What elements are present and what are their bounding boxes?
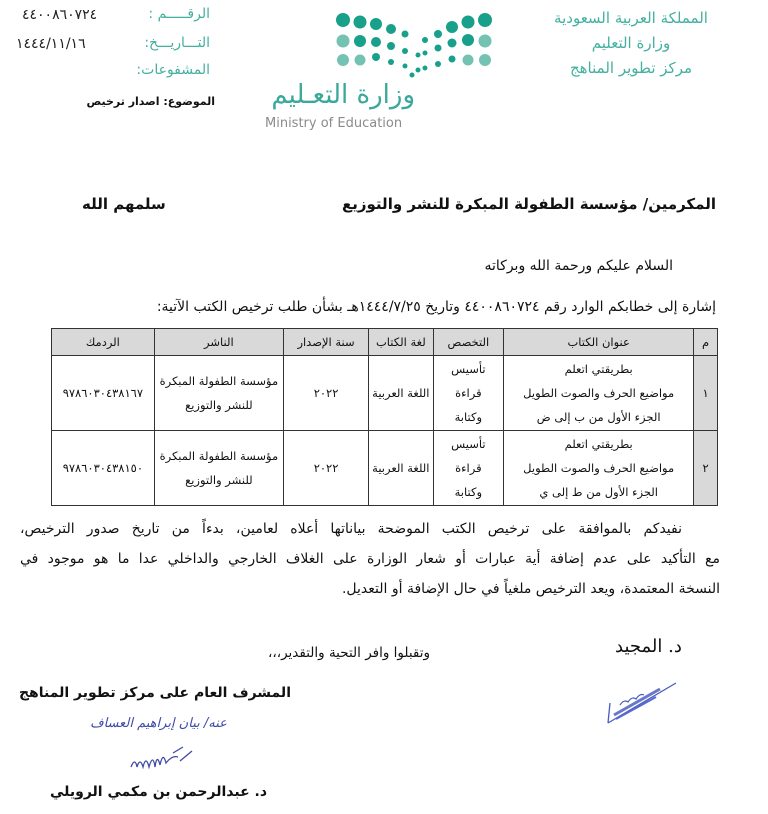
row-title (504, 356, 694, 431)
row-num: ٢ (694, 431, 718, 506)
publisher-line: للنشر والتوزيع (185, 473, 253, 487)
addressee-line (342, 195, 716, 213)
row-specialty (433, 431, 504, 506)
header-isbn: الردمك (52, 329, 155, 356)
header-title: عنوان الكتاب (504, 329, 694, 356)
publisher-line: للنشر والتوزيع (185, 398, 253, 412)
logo-arabic-text: وزارة التعـليم (271, 80, 415, 110)
publisher-line: مؤسسة الطفولة المبكرة (159, 374, 279, 388)
row-title (504, 431, 694, 506)
date-value: ١٤٤٤/١١/١٦ (16, 36, 86, 52)
table-row (52, 356, 718, 431)
closing-line: وتقبلوا وافر التحية والتقدير،،، (268, 645, 431, 661)
row-num: ١ (694, 356, 718, 431)
table-row (52, 431, 718, 506)
body-line: مع التأكيد على عدم إضافة أية عبارات أو شعار الوزارة على الغلاف الخارجي والداخلي عدا ما هو موجود في (20, 551, 720, 567)
body-line: النسخة المعتمدة، ويعد الترخيص ملغياً في حال الإضافة أو التعديل. (341, 581, 720, 597)
salutation: السلام عليكم ورحمة الله وبركاته (484, 258, 673, 274)
signature-icon (125, 745, 205, 775)
row-publisher (154, 356, 283, 431)
logo-english-text: Ministry of Education (265, 116, 403, 131)
date-label: التـــاريـــخ: (144, 35, 210, 51)
reference-line: إشارة إلى خطابكم الوارد رقم ٤٤٠٠٨٦٠٧٢٤ وتاريخ ١٤٤٤/٧/٢٥هـ بشأن طلب ترخيص الكتب الآتية: (156, 299, 716, 315)
header-publisher: الناشر (154, 329, 283, 356)
row-year: ٢٠٢٢ (284, 431, 369, 506)
kingdom-name: المملكة العربية السعودية (554, 9, 708, 27)
header-language: لغة الكتاب (369, 329, 433, 356)
row-year: ٢٠٢٢ (284, 356, 369, 431)
stamp-icon (600, 675, 680, 730)
ministry-name: وزارة التعليم (591, 34, 671, 52)
handwritten-note: د. المجيد (615, 636, 682, 657)
letterhead-right (516, 6, 746, 81)
body-line: نفيدكم بالموافقة على ترخيص الكتب الموضحة بياناتها أعلاه لعامين، بدءاً من تاريخ صدور الترخيص، (20, 521, 682, 537)
title-line: الجزء الأول من ب إلى ض (536, 410, 661, 424)
table-header-row (52, 329, 718, 356)
row-isbn: ٩٧٨٦٠٣٠٤٣٨١٦٧ (52, 356, 155, 431)
ministry-logo (265, 10, 500, 140)
subject-line: الموضوع: اصدار ترخيص (86, 95, 215, 108)
signatory-title: المشرف العام على مركز تطوير المناهج (18, 685, 291, 701)
title-line: بطريقتي اتعلم (564, 362, 633, 376)
number-label: الرقـــــم : (148, 6, 210, 22)
addressee: المكرمين/ مؤسسة الطفولة المبكرة للنشر والتوزيع (342, 195, 716, 213)
letter-meta (10, 6, 210, 86)
body-paragraph (20, 514, 720, 604)
title-line: مواضيع الحرف والصوت الطويل (523, 386, 675, 400)
row-language: اللغة العربية (369, 356, 433, 431)
title-line: مواضيع الحرف والصوت الطويل (523, 461, 675, 475)
on-behalf-line: عنه/ بيان إبراهيم العساف (90, 716, 227, 731)
books-table (51, 328, 718, 506)
title-line: بطريقتي اتعلم (564, 437, 633, 451)
header-year: سنة الإصدار (284, 329, 369, 356)
specialty-line: وكتابة (454, 410, 483, 424)
row-specialty (433, 356, 504, 431)
number-value: ٤٤٠٠٨٦٠٧٢٤ (22, 7, 98, 23)
specialty-line: تأسيس قراءة (451, 362, 486, 400)
signatory-name: د. عبدالرحمن بن مكمي الرويلي (49, 784, 268, 800)
header-specialty: التخصص (433, 329, 504, 356)
row-publisher (154, 431, 283, 506)
title-line: الجزء الأول من ط إلى ي (539, 485, 658, 499)
row-isbn: ٩٧٨٦٠٣٠٤٣٨١٥٠ (52, 431, 155, 506)
attachments-label: المشفوعات: (136, 62, 210, 78)
header-num: م (694, 329, 718, 356)
publisher-line: مؤسسة الطفولة المبكرة (159, 449, 279, 463)
addressee-greeting: سلمهم الله (82, 195, 166, 213)
row-language: اللغة العربية (369, 431, 433, 506)
center-name: مركز تطوير المناهج (569, 59, 693, 77)
specialty-line: وكتابة (454, 485, 483, 499)
specialty-line: تأسيس قراءة (451, 437, 486, 475)
dot-pattern-icon (265, 10, 500, 80)
